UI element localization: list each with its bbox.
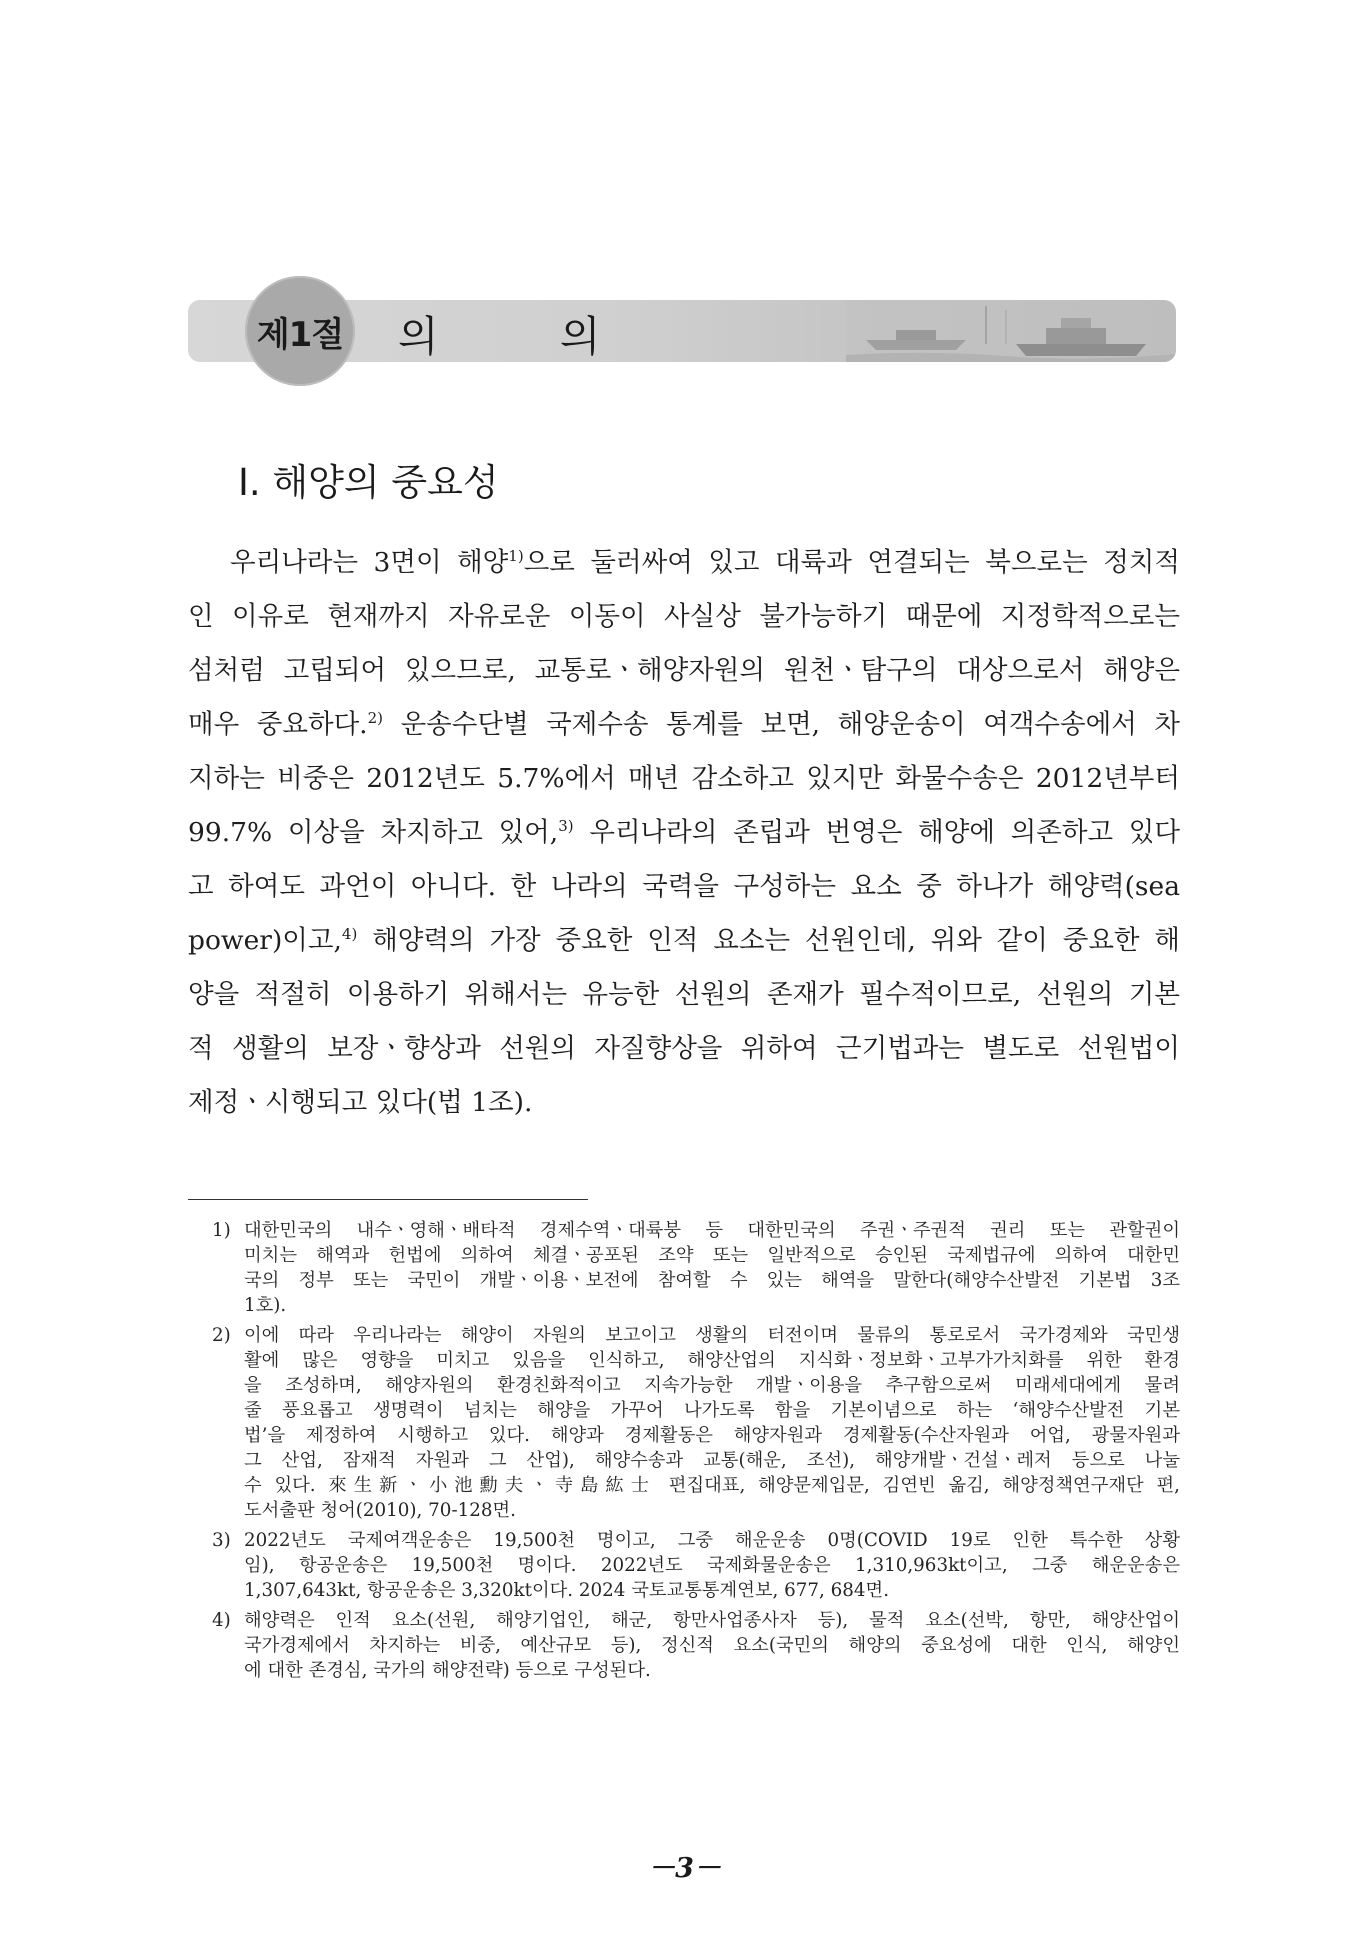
body-line: 지하는 비중은 2012년도 5.7%에서 매년 감소하고 있지만 화물수송은 2012년부터 xyxy=(188,763,1180,794)
footnotes xyxy=(212,1218,1180,1688)
footnote-number: 2) xyxy=(212,1325,231,1346)
body-line: 섬처럼 고립되어 있으므로, 교통로ㆍ해양자원의 원천ㆍ탐구의 대상으로서 해양은 xyxy=(188,655,1180,686)
page-number: －3－ xyxy=(648,1853,721,1884)
footnote xyxy=(212,1323,1180,1523)
body-line: 우리나라는 3면이 해양$^{1)}$으로 둘러싸여 있고 대륙과 연결되는 북으로는 정치적 xyxy=(230,547,1180,578)
footnote xyxy=(212,1528,1180,1603)
body-line: 고 하여도 과언이 아니다. 한 나라의 국력을 구성하는 요소 중 하나가 해양력(sea xyxy=(188,871,1180,902)
footnote-number: 1) xyxy=(212,1220,231,1241)
footnote-ref[interactable]: 3) xyxy=(558,817,574,835)
section-title: 의 의 xyxy=(398,312,655,361)
footnote-number: 4) xyxy=(212,1610,231,1631)
footnote-text: 이에 따라 우리나라는 해양이 자원의 보고이고 생활의 터전이며 물류의 통로로서 국가경제와 국민생 활에 많은 영향을 미치고 있음을 인식하고, 해양산업의 지식화ㆍ정보화ㆍ고부가가치화를 위한 환경 을 조성하며, 해양자원의 환경친화적이고 지속가능한 개발ㆍ이용을 추구함으로써 미래세대에게 물려 줄 풍요롭고 생명력이 넘치는 해양을 가꾸어 나가도록 함을 기본이념으로 하는 ‘해양수산발전 기본 법’을 제정하여 시행하고 있다. 해양과 경제활동은 해양자원과 경제활동(수산자원과 어업, 광물자원과 그 산업, 잠재적 자원과 그 산업), 해양수송과 교통(해운, 조선), 해양개발ㆍ건설ㆍ레저 등으로 나눌 수 있다. 來生新ㆍ小池勳夫ㆍ寺島紘士 편집대표, 해양문제입문, 김연빈 옮김, 해양정책연구재단 편, 도서출판 청어(2010), 70-128면. xyxy=(244,1325,1180,1521)
footnote-ref[interactable]: 4) xyxy=(341,925,358,943)
harbor-boat-illustration xyxy=(846,300,1176,362)
footnote xyxy=(212,1218,1180,1318)
footnote-number: 3) xyxy=(212,1530,231,1551)
section-number-badge xyxy=(245,276,355,386)
body-paragraph xyxy=(188,536,1180,1130)
footnote-divider xyxy=(188,1199,588,1200)
footnote-text: 대한민국의 내수ㆍ영해ㆍ배타적 경제수역ㆍ대륙붕 등 대한민국의 주권ㆍ주권적 권리 또는 관할권이 미치는 해역과 헌법에 의하여 체결ㆍ공포된 조약 또는 일반적으로 승인된 국제법규에 의하여 대한민 국의 정부 또는 국민이 개발ㆍ이용ㆍ보전에 참여할 수 있는 해역을 말한다(해양수산발전 기본법 3조 1호). xyxy=(244,1220,1180,1316)
body-line: 제정ㆍ시행되고 있다(법 1조). xyxy=(188,1087,533,1118)
footnote-ref[interactable]: 1) xyxy=(508,547,524,565)
footnote xyxy=(212,1608,1180,1683)
footnote-text: 2022년도 국제여객운송은 19,500천 명이고, 그중 해운운송 0명(COVID 19로 인한 특수한 상황 임), 항공운송은 19,500천 명이다. 2022년도 국제화물운송은 1,310,963kt이고, 그중 해운운송은 1,307,643kt, 항공운송은 3,320kt이다. 2024 국토교통통계연보, 677, 684면. xyxy=(244,1530,1180,1601)
body-line: 인 이유로 현재까지 자유로운 이동이 사실상 불가능하기 때문에 지정학적으로는 xyxy=(188,601,1180,632)
body-line: 매우 중요하다.$^{2)}$ 운송수단별 국제수송 통계를 보면, 해양운송이 여객수송에서 차 xyxy=(188,709,1180,740)
footnote-text: 해양력은 인적 요소(선원, 해양기업인, 해군, 항만사업종사자 등), 물적 요소(선박, 항만, 해양산업이 국가경제에서 차지하는 비중, 예산규모 등), 정신적 요소(국민의 해양의 중요성에 대한 인식, 해양인 에 대한 존경심, 국가의 해양전략) 등으로 구성된다. xyxy=(244,1610,1180,1681)
section-number: 제1절 xyxy=(256,314,344,355)
body-line: 양을 적절히 이용하기 위해서는 유능한 선원의 존재가 필수적이므로, 선원의 기본 xyxy=(188,979,1180,1010)
body-line: power)이고,$^{4)}$ 해양력의 가장 중요한 인적 요소는 선원인데, 위와 같이 중요한 해 xyxy=(188,925,1180,956)
subheading: Ⅰ. 해양의 중요성 xyxy=(238,461,499,504)
body-line: 99.7% 이상을 차지하고 있어,$^{3)}$ 우리나라의 존립과 번영은 해양에 의존하고 있다 xyxy=(188,817,1180,848)
body-line: 적 생활의 보장ㆍ향상과 선원의 자질향상을 위하여 근기법과는 별도로 선원법이 xyxy=(188,1033,1180,1064)
footnote-ref[interactable]: 2) xyxy=(367,709,383,727)
